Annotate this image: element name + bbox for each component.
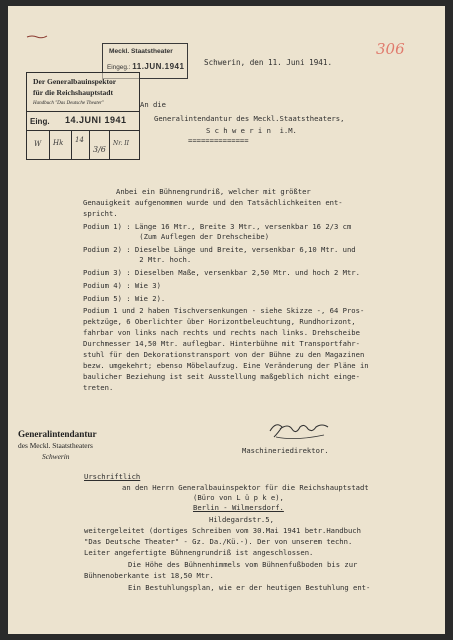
body-line: treten. [83,383,114,392]
body-line: bezw. umgekehrt; ebenso Möbelaufzug. Eine Veränderung der Pläne in [83,361,369,370]
stamp-divider [27,130,139,131]
signature-title: Maschineriedirektor. [242,446,329,455]
body-line: fahrbar von links nach rechts und rechts nach links. Drehscheibe [83,328,360,337]
recipient-line-1: Generalintendantur des Meckl.Staatstheaters, [154,114,345,123]
stamp-title: Meckl. Staatstheater [109,48,173,55]
body-line: Podium 3) : Dieselben Maße, versenkbar 2,50 Mtr. und hoch 2 Mtr. [83,268,360,277]
forward-line: (Büro von L ü p k e), [193,493,284,502]
stamp-received: Eingeg.: 11.JUN.1941 [107,62,185,71]
stamp-cell-divider [89,131,90,159]
pencil-mark [26,34,48,40]
forward-line: Die Höhe des Bühnenhimmels vom Bühnenfußboden bis zur [128,560,358,569]
body-line: Podium 2) : Dieselbe Länge und Breite, versenkbar 6,10 Mtr. und [83,245,356,254]
forward-urschriftlich: Urschriftlich [84,472,141,481]
stamp-eing-label: Eing. [30,117,50,126]
stamp-cell-divider [49,131,50,159]
forward-line: "Das Deutsche Theater" - Gz. Da./Kü.-). Der von unserem techn. [84,537,353,546]
body-line: 2 Mtr. hoch. [83,255,192,264]
forward-line: Hildegardstr.5, [209,515,274,524]
forward-line: Ein Bestuhlungsplan, wie er der heutigen Bestuhlung ent- [128,583,371,592]
recipient-rule: ============== [188,136,249,145]
forward-line: an den Herrn Generalbauinspektor für die Reichshauptstadt [122,483,369,492]
forward-line: weitergeleitet (dortiges Schreiben vom 30.Mai 1941 betr.Handbuch [84,526,361,535]
recipient-line-2: S c h w e r i n i.M. [206,126,297,135]
body-line: Podium 5) : Wie 2). [83,294,166,303]
stamp-divider [27,111,139,112]
received-stamp-generalbauinspektor [26,72,140,160]
sender-line-3: Schwerin [42,452,70,461]
place-date: Schwerin, den 11. Juni 1941. [204,58,333,67]
forward-line: Leiter angefertigte Bühnengrundriß ist angeschlossen. [84,548,314,557]
body-line: Anbei ein Bühnengrundriß, welcher mit größter [116,187,311,196]
handwritten-signature [266,417,332,445]
stamp-cell-3: 14 [75,136,84,144]
body-line: baulicher Beziehung ist seit Ausstellung maßgeblich nicht einge- [83,372,360,381]
stamp-cell-divider [71,131,72,159]
body-line: spricht. [83,209,118,218]
stamp-cell-divider [109,131,110,159]
sender-line-2: des Meckl. Staatstheaters [18,441,93,450]
body-line: Podium 1 und 2 haben Tischversenkungen - siehe Skizze -, 64 Pros- [83,306,365,315]
forward-line: Bühnenoberkante ist 18,50 Mtr. [84,571,214,580]
stamp-cell-4: 3/6 [93,145,106,154]
stamp-line-3: Handbuch "Das Deutsche Theater" [33,101,104,106]
address-an-die: An die [140,100,166,109]
forward-line: Berlin - Wilmersdorf. [193,503,284,512]
body-line: Podium 1) : Länge 16 Mtr., Breite 3 Mtr., versenkbar 16 2/3 cm [83,222,352,231]
document-page [8,6,445,634]
body-line: (Zum Auflegen der Drehscheibe) [83,232,270,241]
stamp-line-2: für die Reichshauptstadt [33,88,114,97]
archive-number: 306 [376,40,405,58]
body-line: Durchmesser 14,50 Mtr. auflegbar. Hinterbühne mit Transportfahr- [83,339,360,348]
stamp-cell-2: Hk [53,139,64,147]
stamp-cell-1: W [34,140,42,148]
body-line: Podium 4) : Wie 3) [83,281,161,290]
stamp-line-1: Der Generalbauinspektor [33,77,117,86]
body-line: Genauigkeit aufgenommen wurde und den Tatsächlichkeiten ent- [83,198,343,207]
stamp-cell-5: Nr. II [113,140,130,147]
sender-line-1: Generalintendantur [18,429,97,439]
body-line: pektzüge, 6 Oberlichter über Horizontbeleuchtung, Rundhorizont, [83,317,356,326]
body-line: stuhl für den Dekorationstransport von der Bühne zu den Magazinen [83,350,365,359]
stamp-date: 14.JUNI 1941 [65,115,127,125]
